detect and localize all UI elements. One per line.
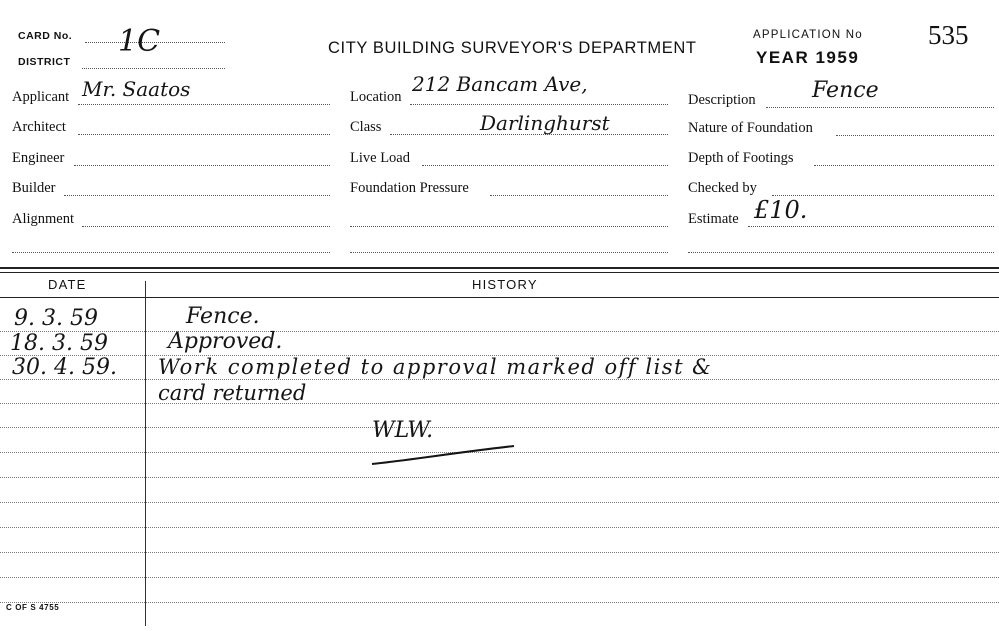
header-separator-top — [0, 267, 999, 269]
ruled-line — [0, 403, 999, 404]
history-date-2: 18. 3. 59 — [10, 331, 108, 356]
ruled-line — [0, 527, 999, 528]
district-value: 1C — [118, 24, 161, 59]
estimate-line — [748, 226, 994, 227]
application-number: 535 — [928, 20, 969, 50]
live-load-label: Live Load — [350, 150, 410, 166]
ruled-line — [0, 427, 999, 428]
ruled-line — [0, 379, 999, 380]
class-label: Class — [350, 119, 382, 135]
estimate-label: Estimate — [688, 211, 739, 227]
district-line — [82, 68, 225, 69]
ruled-line — [0, 477, 999, 478]
ruled-line — [0, 577, 999, 578]
location-line — [410, 104, 668, 105]
applicant-value: Mr. Saatos — [82, 77, 191, 101]
alignment-label: Alignment — [12, 211, 75, 227]
extra-line-right — [688, 252, 994, 253]
location-value: 212 Bancam Ave, — [412, 72, 588, 96]
foundation-pressure-label: Foundation Pressure — [350, 180, 469, 196]
year-label: YEAR 1959 — [756, 48, 860, 67]
history-text-3: Work completed to approval marked off list & — [158, 355, 713, 379]
extra-line-mid-2 — [350, 252, 668, 253]
depth-of-footings-label: Depth of Footings — [688, 150, 794, 166]
extra-line-mid-1 — [350, 226, 668, 227]
history-column-header: HISTORY — [472, 277, 538, 292]
ruled-line — [0, 502, 999, 503]
description-line — [766, 107, 994, 108]
ruled-line — [0, 331, 999, 332]
header-separator-bottom — [0, 272, 999, 273]
location-label: Location — [350, 89, 402, 105]
date-column-header: DATE — [48, 277, 87, 292]
initials-signature: WLW. — [372, 418, 434, 443]
history-text-2: Approved. — [168, 329, 283, 354]
alignment-line — [82, 226, 330, 227]
builder-label: Builder — [12, 180, 56, 196]
engineer-line — [74, 165, 330, 166]
signature-underline — [370, 440, 520, 470]
engineer-label: Engineer — [12, 150, 65, 166]
history-date-1: 9. 3. 59 — [14, 306, 98, 331]
description-label: Description — [688, 92, 756, 108]
nature-of-foundation-label: Nature of Foundation — [688, 120, 813, 136]
depth-of-footings-line — [814, 165, 994, 166]
history-date-3: 30. 4. 59. — [12, 355, 117, 380]
extra-line-left — [12, 252, 330, 253]
history-text-3-cont: card returned — [158, 381, 307, 405]
form-code: C OF S 4755 — [6, 603, 60, 612]
architect-line — [78, 134, 330, 135]
builder-line — [64, 195, 330, 196]
ruled-line — [0, 552, 999, 553]
checked-by-label: Checked by — [688, 180, 757, 196]
nature-of-foundation-line — [836, 135, 994, 136]
foundation-pressure-line — [490, 195, 668, 196]
application-label: APPLICATION No — [753, 29, 863, 41]
history-text-1: Fence. — [186, 304, 260, 329]
applicant-line — [78, 104, 330, 105]
applicant-label: Applicant — [12, 89, 70, 105]
date-column-divider — [145, 281, 146, 626]
live-load-line — [422, 165, 668, 166]
history-header-rule — [0, 297, 999, 298]
description-value: Fence — [812, 78, 879, 103]
ruled-line — [0, 602, 999, 603]
department-title: CITY BUILDING SURVEYOR'S DEPARTMENT — [328, 39, 697, 57]
location-suburb: Darlinghurst — [480, 111, 610, 135]
district-label: DISTRICT — [18, 56, 71, 68]
card-no-label: CARD No. — [18, 30, 73, 42]
architect-label: Architect — [12, 119, 66, 135]
estimate-value: £10. — [754, 196, 808, 224]
